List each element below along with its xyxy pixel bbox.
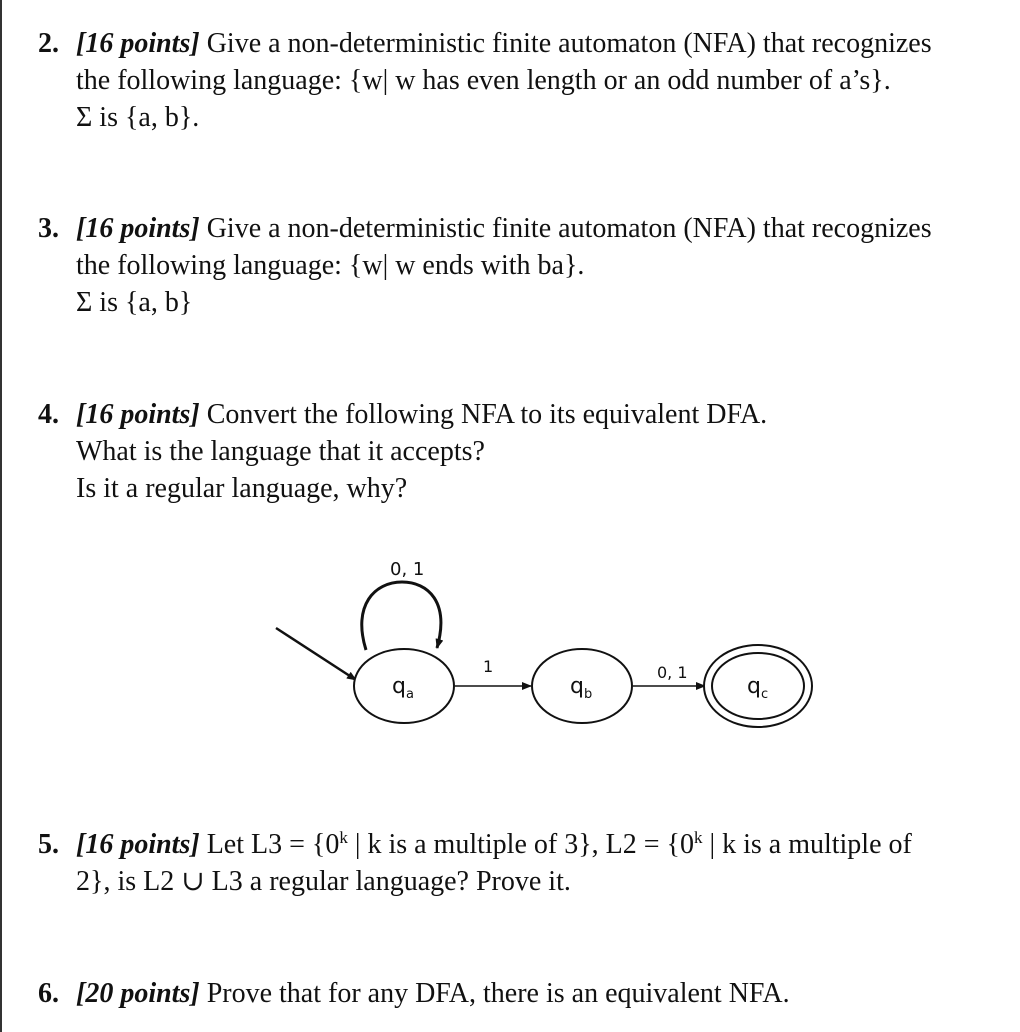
question-text: Give a non-deterministic finite automaton (NFA) that recognizes: [206, 213, 932, 244]
question-text: Give a non-deterministic finite automaton (NFA) that recognizes: [206, 28, 932, 59]
question-2-line-1: [38, 25, 932, 62]
question-number: 3.: [38, 213, 59, 244]
question-5-line-1: [38, 826, 912, 863]
question-4-line-1: [38, 396, 767, 433]
question-6: [38, 975, 790, 1012]
question-text: Convert the following NFA to its equivalent DFA.: [206, 399, 768, 430]
question-3: [38, 210, 932, 321]
superscript-k: k: [339, 828, 348, 847]
transition-qb-qc-label: 0, 1: [657, 663, 688, 682]
question-number: 2.: [38, 28, 59, 59]
page-left-border: [0, 0, 2, 1032]
question-4-line-2: What is the language that it accepts?: [76, 436, 485, 467]
question-4: [38, 396, 767, 507]
question-6-line-1: [38, 975, 790, 1012]
question-number: 6.: [38, 978, 59, 1009]
question-3-line-2: the following language: {w| w ends with ba}.: [76, 250, 585, 281]
question-3-line-1: [38, 210, 932, 247]
nfa-diagram: [260, 550, 820, 740]
question-points: [16 points]: [76, 213, 200, 244]
question-points: [16 points]: [76, 28, 200, 59]
question-2: [38, 25, 932, 136]
question-5-line-2: 2}, is L2 ∪ L3 a regular language? Prove it.: [76, 866, 571, 897]
start-arrow: [276, 628, 356, 680]
question-text: | k is a multiple of: [702, 829, 912, 860]
self-loop-qa: [362, 582, 441, 650]
state-qb-label: $q_b$: [570, 674, 593, 702]
question-points: [16 points]: [76, 829, 200, 860]
question-5: [38, 826, 912, 900]
transition-qa-qb-label: 1: [483, 657, 494, 676]
question-2-line-3: Σ is {a, b}.: [76, 102, 200, 133]
question-4-line-3: Is it a regular language, why?: [76, 473, 408, 504]
superscript-k: k: [693, 828, 703, 847]
question-points: [16 points]: [76, 399, 200, 430]
question-text: | k is a multiple of 3}, L2 = {0: [347, 829, 694, 860]
question-points: [20 points]: [76, 978, 200, 1009]
question-number: 4.: [38, 399, 59, 430]
state-qc-label: $q_c$: [747, 674, 769, 702]
question-text: Let L3 = {0: [206, 829, 340, 860]
self-loop-label: 0, 1: [390, 559, 425, 580]
question-3-line-3: Σ is {a, b}: [76, 287, 193, 318]
state-qa-label: $q_a$: [392, 674, 414, 702]
question-2-line-2: the following language: {w| w has even length or an odd number of a’s}.: [76, 65, 891, 96]
question-number: 5.: [38, 829, 59, 860]
question-text: Prove that for any DFA, there is an equivalent NFA.: [206, 978, 790, 1009]
